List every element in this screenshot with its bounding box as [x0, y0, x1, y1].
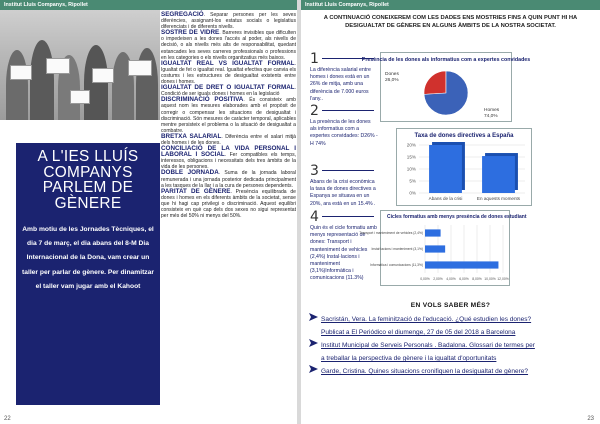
glossary-entry	[161, 61, 296, 85]
glossary-def: . Fer compatibles els temps, interessos, obligacions i necessitats dels tres àmbits de la vida de les persones.	[161, 152, 296, 171]
glossary-entry	[161, 189, 296, 219]
tick-label: 15%	[406, 154, 416, 160]
chart-title: Presència de les dones als informatius com a expertes convidades	[361, 57, 531, 63]
pie-label: 26,0%	[385, 78, 399, 83]
glossary-term: BRETXA SALARIAL	[161, 132, 222, 140]
item-number: 2	[310, 103, 319, 119]
page-header	[0, 0, 297, 10]
link-text[interactable]: Garde, Cristina. Quines situacions cronifiquen la desigualtat de gènere?	[321, 368, 529, 375]
left-page	[0, 0, 297, 424]
pie-label: 74,0%	[484, 114, 498, 119]
tick-label: 0%	[409, 190, 416, 196]
reference-link[interactable]	[309, 339, 594, 352]
glossary-def: . És consisteix amb aquest nom les mesures elaborades amb el propòsit de corregir o compensar les situacions de desigualtat i discriminació. Són mesures de caràcter temporal, aplicables mentre persisteix el problema o la situació de desigualtat a combatre.	[161, 97, 296, 134]
glossary-term: DOBLE JORNADA	[161, 169, 219, 177]
glossary-term: CONCILIACIÓ DE LA VIDA PERSONAL I LABORAL I SOCIAL	[161, 145, 296, 159]
glossary-term: PARITAT DE GÈNERE	[161, 187, 231, 195]
item-number: 1	[310, 51, 319, 67]
reference-link[interactable]	[309, 352, 594, 365]
glossary-def: . Suma de la jornada laboral remunerada i una jornada posterior dedicada principalment a les tasques de la llar i a la cura de persones dependents.	[161, 170, 296, 189]
glossary-def: . Presència equilibrada de dones i homes en els diferents àmbits de la societat, sense que hi hagi cap privilegi o discriminació. Aquest equilibri consisteix en què cap dels dos sexes no sigui representat per més del 50% ni menys del 50%.	[161, 188, 296, 220]
glossary-entry	[161, 97, 296, 134]
tick-label: 10,00%	[484, 277, 496, 281]
right-page	[301, 0, 600, 424]
page-number: 22	[4, 416, 11, 422]
category-label: Informàtica i comunicacions (11,3%)	[370, 263, 423, 268]
glossary-def: . Diferència entre el salari mitjà dels homes i de les dones.	[161, 133, 296, 146]
glossary-entry	[161, 146, 296, 170]
bar	[425, 261, 498, 268]
arrow-icon	[309, 339, 318, 352]
bar	[425, 245, 445, 252]
pie-chart	[361, 52, 531, 122]
tick-label: 8,00%	[472, 277, 482, 281]
section-title: EN VOLS SABER MÉS?	[410, 302, 491, 309]
hbar-chart	[359, 210, 527, 286]
item-text: La diferència salarial entre homes i dones està en un 26% de mitja, amb una diferència de 7.000 euros l'any..	[310, 67, 371, 102]
item-number: 4	[310, 209, 319, 225]
glossary-entry	[161, 12, 296, 30]
stat-item	[310, 164, 378, 208]
glossary-def: . Igualtat de fet o igualtat real. Igualtat efectiva que canvia els costums i les estructures de desigualtat existents entre dones i homes.	[161, 60, 296, 86]
item-rule	[322, 216, 374, 217]
header-text: Institut Lluís Companys, Ripollet	[4, 2, 88, 8]
page-header	[301, 0, 600, 10]
item-text: La presència de les dones als informatius com a expertes convidades: D26% - H 74%	[310, 119, 378, 147]
title-box	[16, 143, 160, 405]
arrow-icon	[309, 365, 318, 378]
glossary-term: SOSTRE DE VIDRE	[161, 29, 220, 37]
item-rule	[322, 110, 374, 111]
arrow-icon	[309, 313, 318, 326]
tick-label: 5%	[409, 178, 416, 184]
glossary-term: IGUALTAT REAL VS IGUALTAT FORMAL	[161, 59, 295, 67]
chart-title: Taxa de dones directives a España	[414, 133, 514, 139]
link-text[interactable]: Institut Municipal de Serveis Personals . Badalona. Glossari de termes per	[321, 342, 535, 349]
glossary	[161, 12, 296, 219]
bar-chart	[396, 128, 532, 206]
category-label: En aquests moments	[476, 196, 521, 201]
tick-label: 4,00%	[446, 277, 456, 281]
link-text[interactable]: a treballar la perspectiva de gènere i la igualtat d'oportunitats	[321, 355, 497, 362]
tick-label: 12,00%	[497, 277, 509, 281]
reference-link[interactable]	[309, 313, 594, 326]
bar	[482, 156, 515, 193]
stat-item	[310, 104, 378, 148]
title-line: A L'IES LLUÍS	[37, 148, 139, 165]
glossary-entry	[161, 170, 296, 188]
group-photo	[0, 10, 160, 120]
tick-label: 2,00%	[433, 277, 443, 281]
pie-slice	[424, 71, 446, 94]
header-text: Institut Lluís Companys, Ripollet	[305, 2, 389, 8]
glossary-def: . Barreres invisibles que dificulten o impedeixen a les dones l'accés al poder, als nivells de decisió, o als nivells més alts de responsabilitat, quedant estancades les seves carreres professionals o professions en les categories o els nivells organitzatius més baixos.	[161, 30, 296, 61]
link-text[interactable]: Sacristán, Vera. La feminització de l'educació. ¿Qué estudien les dones?	[321, 316, 532, 323]
item-number: 3	[310, 163, 319, 179]
glossary-term: IGUALTAT DE DRET O IGUALTAT FORMAL	[161, 84, 295, 92]
intro-heading: A CONTINUACIÓ CONEIXEREM COM LES DADES ENS MOSTRIES FINS A QUIN PUNT HI HA DESIGUALTAT DE GÈNERE EN ALGUNS ÀMBITS DE LA NOSTRA SOCIETAT.	[323, 15, 578, 29]
item-text: Abans de la crisi econòmica la taxa de dones directives a Espanya se situava en un 20%, ara està en un 15.4% .	[310, 179, 376, 207]
tick-label: 10%	[406, 166, 416, 172]
item-rule	[322, 170, 374, 171]
links-list	[309, 313, 594, 378]
pie-label: Homes	[484, 108, 500, 113]
title	[16, 149, 160, 211]
glossary-entry	[161, 30, 296, 60]
tick-label: 6,00%	[459, 277, 469, 281]
category-label: Transport i manteniment de vehicles (2,4%)	[359, 231, 423, 236]
bar	[425, 229, 441, 236]
intro-text: Amb motiu de les Jornades Tècniques, el dia 7 de març, el dia abans del 8-M Dia Internacional de la Dona, vam crear un taller per parlar de gènere. Per dinamitzar el taller vam jugar amb el Kahoot	[22, 226, 154, 290]
glossary-def: . Condició de ser iguals dones i homes en la legislació	[161, 85, 296, 98]
title-line: PARLEM DE	[42, 179, 134, 196]
chart-title: Cicles formatius amb menys presència de dones estudiant	[387, 214, 527, 220]
category-label: Abans de la crisi	[428, 196, 463, 201]
reference-link[interactable]	[309, 365, 594, 378]
title-line: GÈNERE	[54, 194, 122, 212]
page-number: 23	[587, 416, 594, 422]
pie-label: Dones	[385, 72, 399, 77]
item-text: Quin és el cicle formatiu amb menys representació de dones: Transport i manteniment de vehicles (2,4%) Instal·lacions i manteniment (3,1%)Informàtica i comunicacions (11.3%)	[310, 225, 377, 282]
bar	[429, 145, 462, 193]
tick-label: 20%	[406, 142, 416, 148]
category-label: Instal·lacions i manteniment (3,1%)	[371, 247, 423, 252]
link-text[interactable]: Publicat a El Periódico el diumenge, 27 de 05 del 2018 a Barcelona	[321, 329, 516, 336]
glossary-term: SEGREGACIÓ	[161, 11, 204, 18]
tick-label: 0,00%	[420, 277, 430, 281]
glossary-term: DISCRIMINACIÓ POSITIVA	[161, 96, 244, 104]
title-line: COMPANYS	[43, 163, 133, 181]
reference-link[interactable]	[309, 326, 594, 339]
stat-item	[310, 210, 378, 283]
glossary-def: . Separar persones per les seves diferències, assignant-los estatus socials o legislatius diferenciats i de diferents nivells.	[161, 12, 296, 31]
